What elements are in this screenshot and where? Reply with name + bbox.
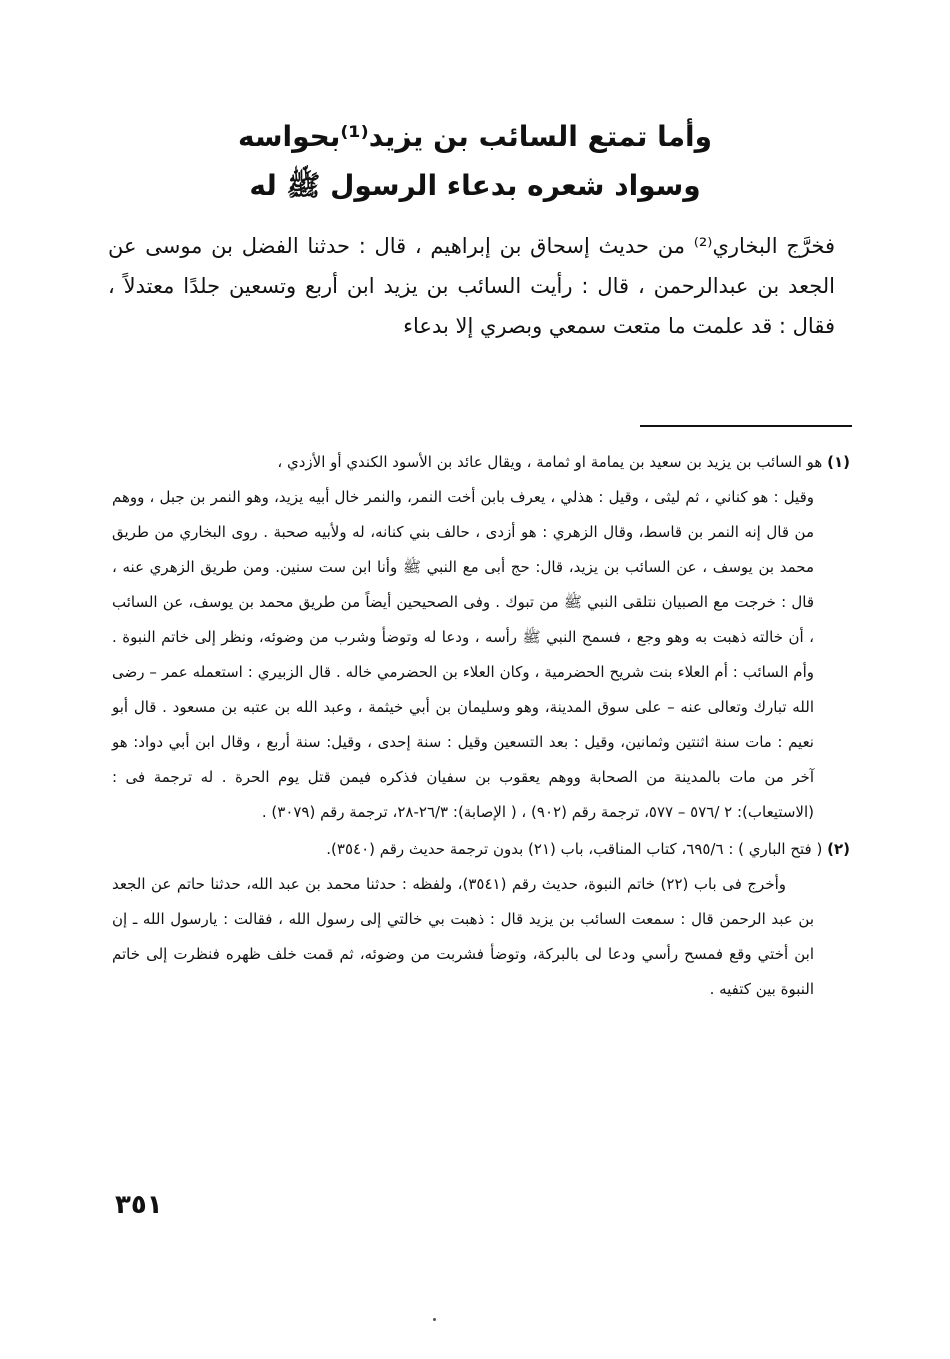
- footnote-2-first-line: ( فتح الباري ) : ٦٩٥/٦، كتاب المناقب، باب (٢١) بدون ترجمة حديث رقم (٣٥٤٠).: [326, 840, 823, 858]
- heading-line-2: وسواد شعره بدعاء الرسول ﷺ له: [249, 169, 701, 202]
- footnote-1: [112, 445, 850, 830]
- footnotes: [112, 445, 850, 1007]
- main-paragraph: فخرَّج البخاري⁽²⁾ من حديث إسحاق بن إبراهيم ، قال : حدثنا الفضل بن موسى عن الجعد بن عبدالرحمن ، قال : رأيت السائب بن يزيد ابن أربع وتسعين جلدًا معتدلاً ، فقال : قد علمت ما متعت سمعي وبصري إلا بدعاء: [108, 234, 835, 338]
- section-heading: [120, 112, 830, 210]
- footnote-2-text: وأخرج فى باب (٢٢) خاتم النبوة، حديث رقم (٣٥٤١)، ولفظه : حدثنا محمد بن عبد الله، حدثنا حاتم عن الجعد بن عبد الرحمن قال : سمعت السائب بن يزيد قال : ذهبت بي خالتي إلى رسول الله ، فقالت : يارسول الله ـ إن ابن أختي وقع فمسح رأسي ودعا لى بالبركة، وتوضأ فشربت من وضوئه، ثم قمت خلف ظهره فنظرت إلى خاتم النبوة بين كتفيه .: [112, 875, 814, 998]
- footnote-1-first-line: هو السائب بن يزيد بن سعيد بن يمامة او ثمامة ، ويقال عائد بن الأسود الكندي أو الأزدي ،: [277, 453, 823, 471]
- heading-line-1: وأما تمتع السائب بن يزيد⁽¹⁾بحواسه: [237, 120, 713, 153]
- footnote-separator: [640, 425, 852, 427]
- footnote-2: [112, 832, 850, 1007]
- footnote-1-text: وقيل : هو كناني ، ثم ليثى ، وقيل : هذلي ، يعرف بابن أخت النمر، والنمر خال أبيه يزيد، وهو النمر بن جبل ، ووهم من قال إنه النمر بن قاسط، وقال الزهري : هو أزدى ، حالف بني كنانه، له ولأبيه صحبة . روى البخاري من طريق محمد بن يوسف ، عن السائب بن يزيد، قال: حج أبى مع النبي ﷺ وأنا ابن ست سنين. ومن طريق الزهري عنه ، قال : خرجت مع الصبيان نتلقى النبي ﷺ من تبوك . وفى الصحيحين أيضاً من طريق محمد بن يوسف، عن السائب ، أن خالته ذهبت به وهو وجع ، فسمح النبي ﷺ رأسه ، ودعا له وتوضأ وشرب من وضوئه، ونظر إلى خاتم النبوة . وأم السائب : أم العلاء بنت شريح الحضرمية ، وكان العلاء بن الحضرمي خاله . قال الزبيري : استعمله عمر – رضى الله تبارك وتعالى عنه – على سوق المدينة، وهو وسليمان بن أبي خيثمة ، وعبد الله بن عتبه بن مسعود . قال أبو نعيم : مات سنة اثنتين وثمانين، وقيل : بعد التسعين وقيل : سنة إحدى ، وقيل: سنة أربع ، وقال ابن أبي دواد: هو آخر من مات بالمدينة من الصحابة ووهم يعقوب بن سفيان فذكره فيمن قتل يوم الحرة . له ترجمة فى : (الاستيعاب): ٢ /٥٧٦ – ٥٧٧، ترجمة رقم (٩٠٢) ، ( الإصابة): ٢٦/٣-٢٨، ترجمة رقم (٣٠٧٩) .: [112, 488, 814, 821]
- scan-speck: [433, 1318, 436, 1321]
- page-number: ٣٥١: [115, 1190, 163, 1220]
- footnote-2-number: (٢): [827, 840, 850, 858]
- footnote-1-number: (١): [827, 453, 850, 471]
